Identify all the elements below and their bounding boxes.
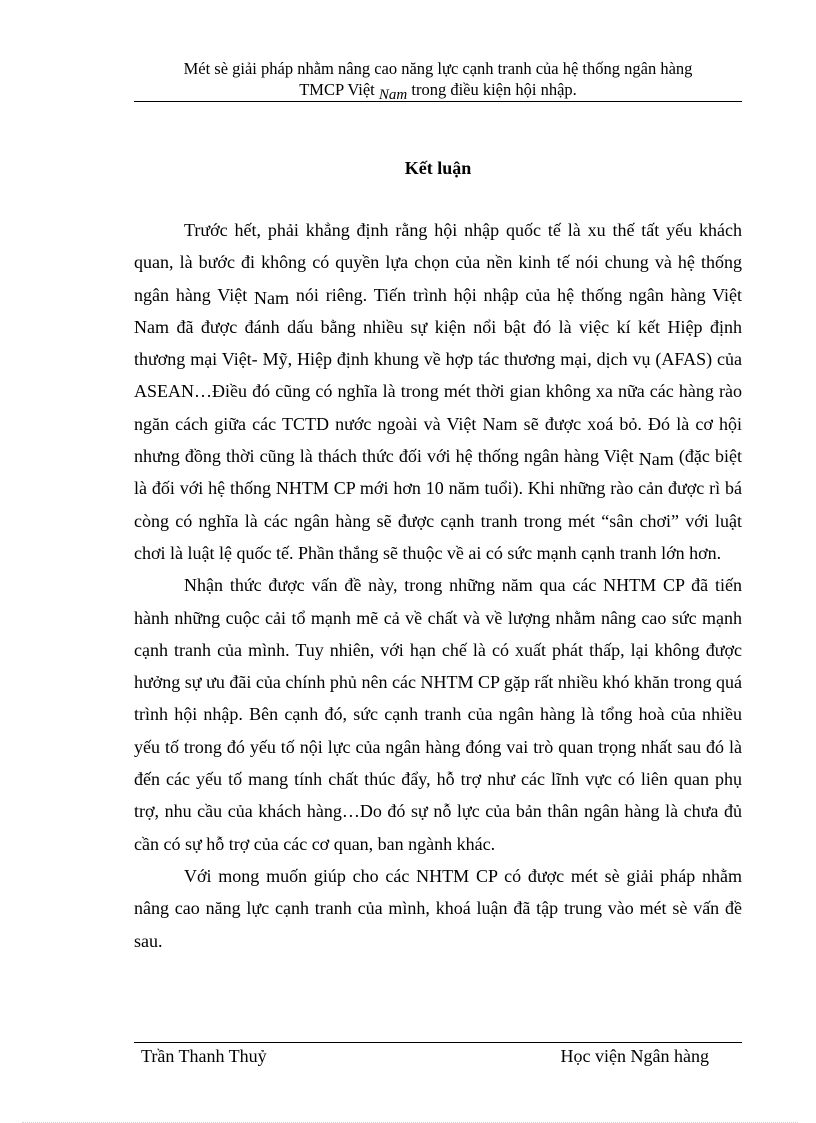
section-title: Kết luận [404,158,472,178]
paragraph-1-part-b: Nam [254,287,290,308]
paragraph-1-part-a: Trước hết, phải khẳng định rằng hội nhập quốc tế là xu thế tất yếu khách quan, là bước đi không có quyền lựa chọn của nền kinh tế nói chung và hệ thống ngân hàng Việt [134,220,742,305]
header-line-2-end: trong điều kiện hội nhập. [407,80,577,99]
paragraph-3: Với mong muốn giúp cho các NHTM CP có được mét sè giải pháp nhằm nâng cao năng lực cạnh tranh của mình, khoá luận đã tập trung vào mét sè vấn đề sau. [134,865,742,951]
header-script-word: Nam [378,87,408,103]
header-rule [134,101,742,102]
header-line-2-start: TMCP Việt [299,80,379,99]
paragraph-2: Nhận thức được vấn đề này, trong những năm qua các NHTM CP đã tiến hành những cuộc cải tổ mạnh mẽ cả về chất và về lượng nhằm nâng cao sức mạnh cạnh tranh của mình. Tuy nhiên, với hạn chế là có xuất phát thấp, lại không được hưởng sự ưu đãi của chính phủ nên các NHTM CP gặp rất nhiều khó khăn trong quá trình hội nhập. Bên cạnh đó, sức cạnh tranh của ngân hàng là tổng hoà của nhiều yếu tố trong đó yếu tố nội lực của ngân hàng đóng vai trò quan trọng nhất sau đó là đến các yếu tố mang tính chất thúc đẩy, hỗ trợ như các lĩnh vực có liên quan phụ trợ, nhu cầu của khách hàng…Do đó sự nỗ lực của bản thân ngân hàng là chưa đủ cần có sự hỗ trợ của các cơ quan, ban ngành khác. [134,575,742,854]
running-footer [141,1046,709,1067]
paragraph-1 [134,214,742,569]
footer-rule [134,1042,742,1043]
header-line-2 [134,79,742,102]
footer-institution: Học viện Ngân hàng [560,1046,709,1066]
paragraph-1-part-e: (đặc biệt là đối với hệ thống NHTM CP mới hơn 10 năm tuổi). Khi những rào cản được rì bá còng có nghĩa là các ngân hàng sẽ được cạnh tranh trong mét “sân chơi” với luật chơi là luật lệ quốc tế. Phần thắng sẽ thuộc về ai có sức mạnh cạnh tranh lớn hơn. [134,446,742,563]
running-header [134,58,742,102]
body-text [134,214,742,957]
paragraph-1-part-c: nói riêng. Tiến trình hội nhập của hệ thống ngân hàng Việt Nam đã được đánh dấu bằng nhiều sự kiện nổi bật đó là việc kí kết Hiệp định thương mại Việt- Mỹ, Hiệp định khung về hợp tác thương mại, dịch vụ (AFAS) của ASEAN…Điều đó cũng có nghĩa là trong mét thời gian không xa nữa các hàng rào ngăn cách giữa các TCTD nước ngoài và Việt Nam sẽ được xoá bỏ. Đó là cơ hội nhưng đồng thời cũng là thách thức đối với hệ thống ngân hàng Việt [134,284,743,467]
header-line-1: Mét sè giải pháp nhằm nâng cao năng lực cạnh tranh của hệ thống ngân hàng [183,59,693,78]
paragraph-1-part-d: Nam [638,449,674,470]
footer-author: Trần Thanh Thuỷ [141,1046,267,1066]
